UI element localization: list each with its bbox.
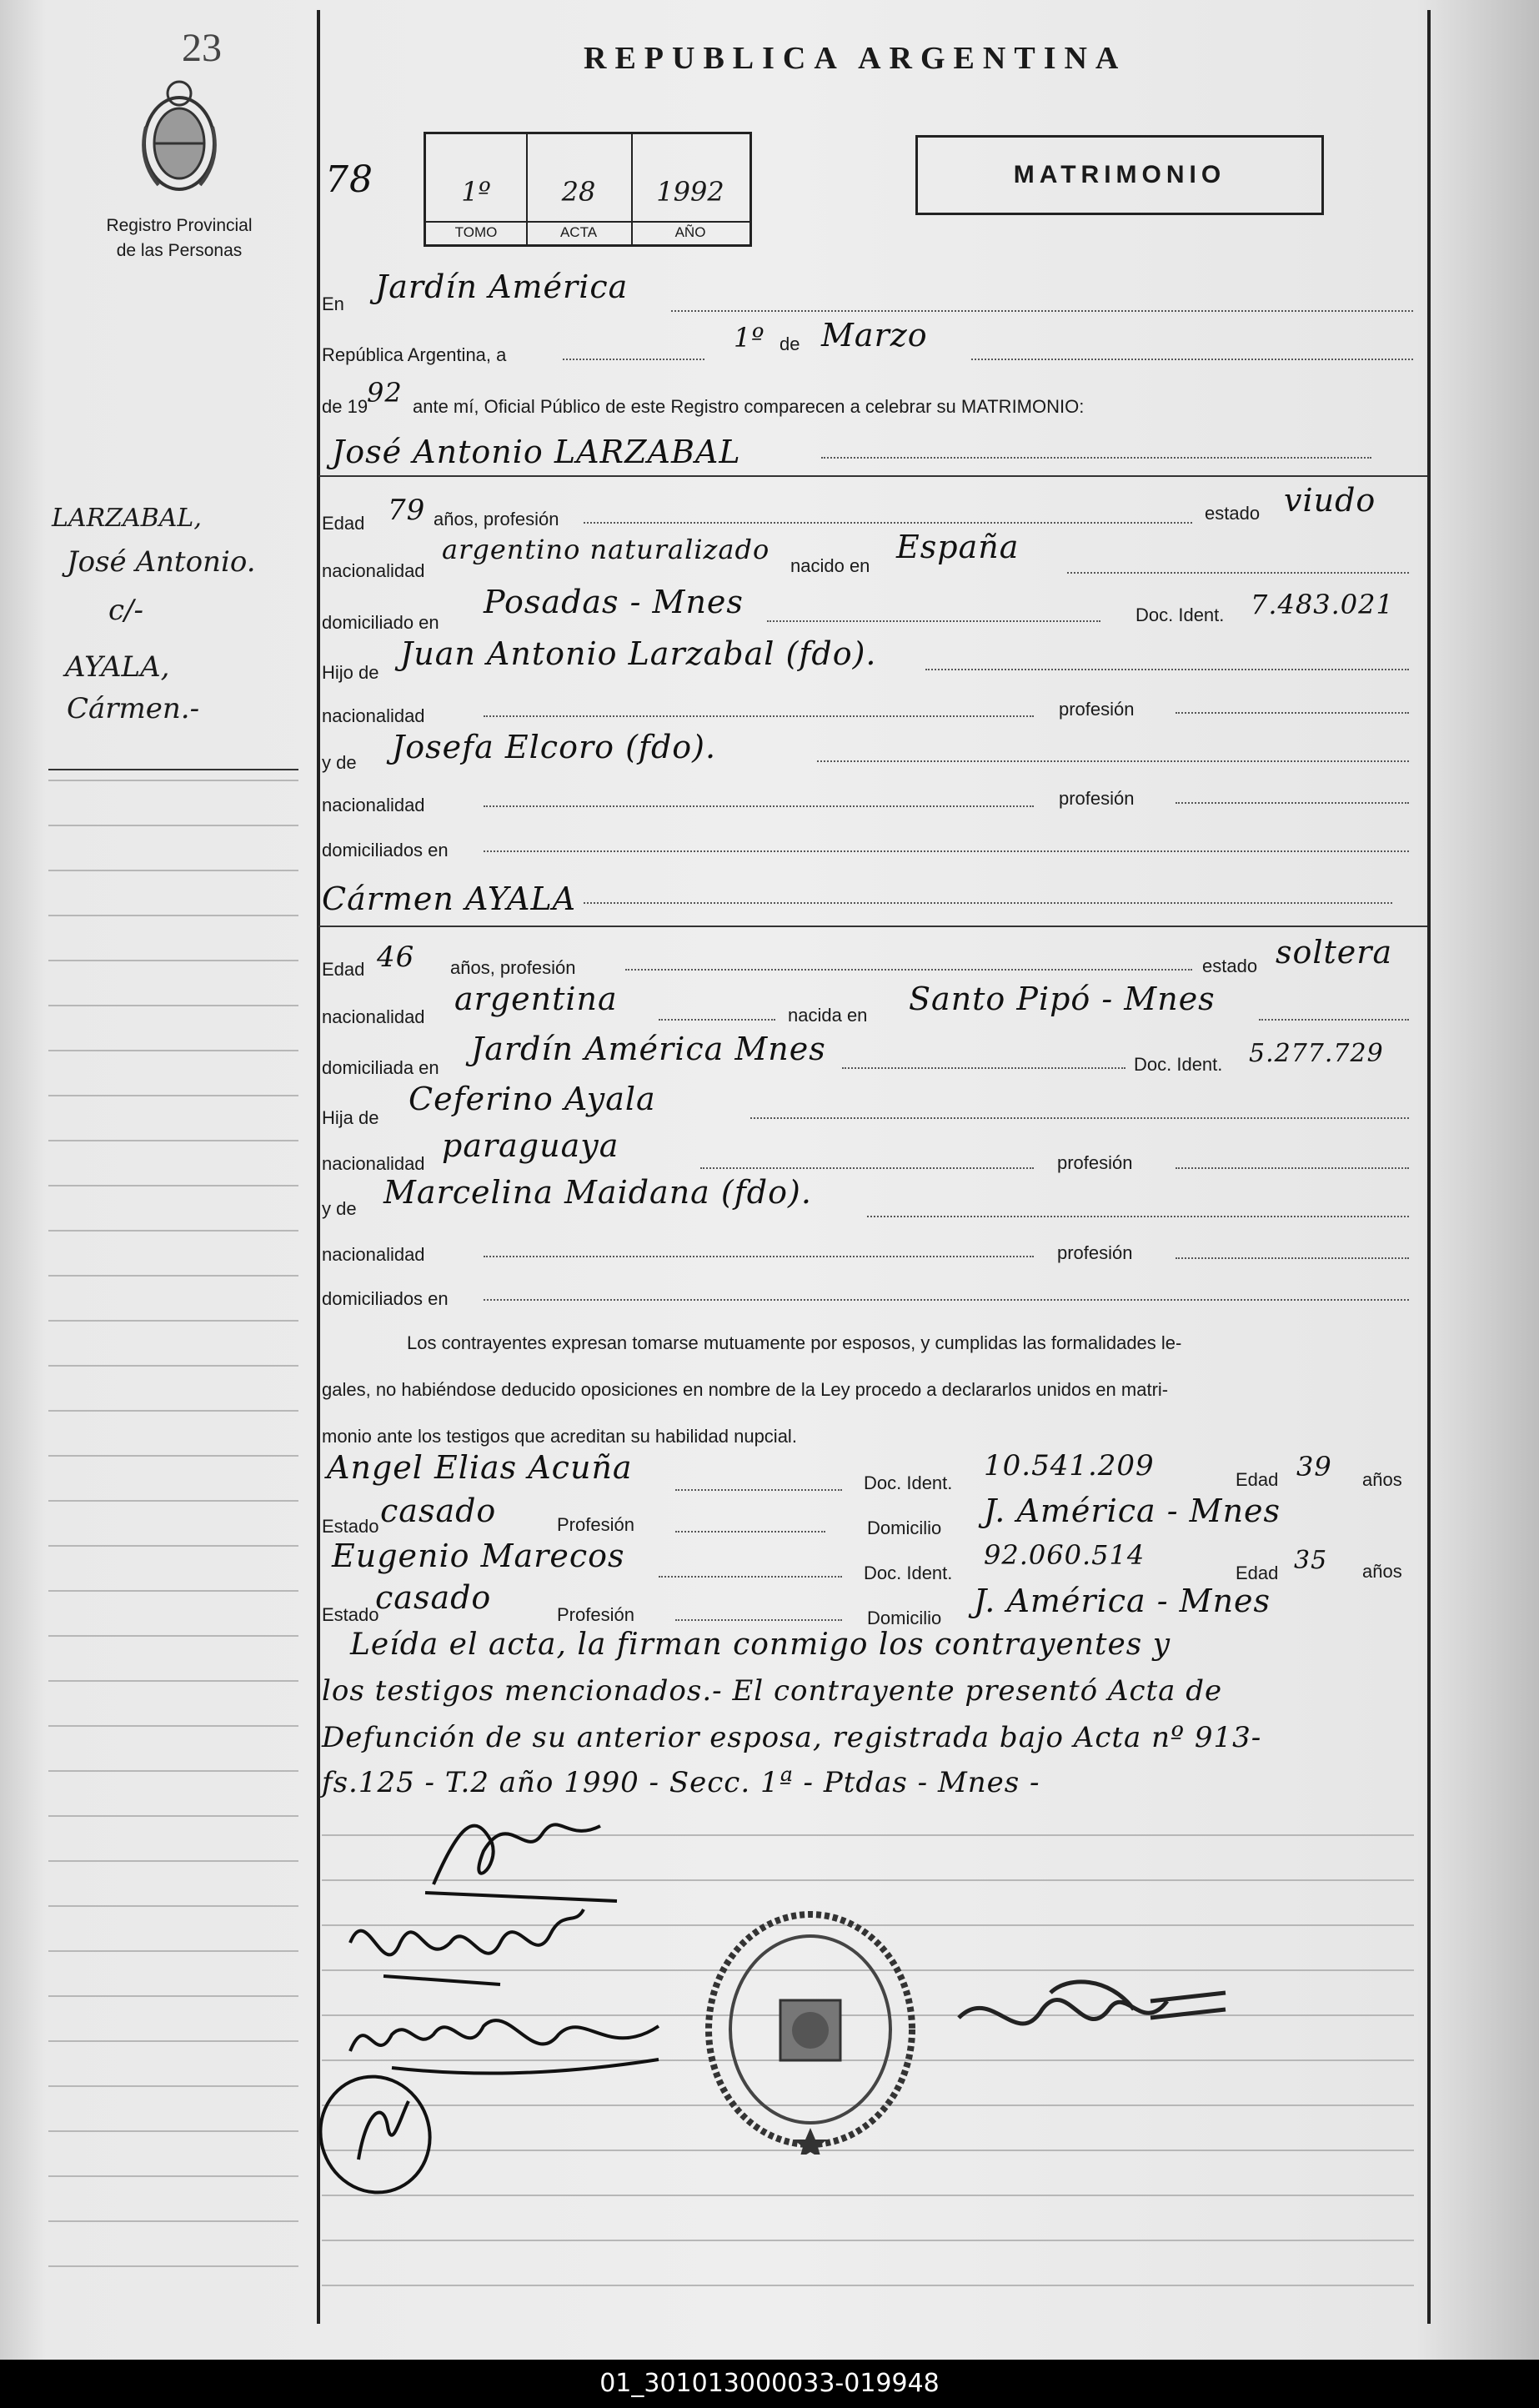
act-type-box: MATRIMONIO	[915, 135, 1324, 215]
signature-groom	[333, 1893, 609, 1993]
witness1-estado: casado	[380, 1492, 497, 1529]
margin-ruled-line	[48, 960, 298, 961]
bride-edad: 46	[377, 941, 415, 974]
anio-cell	[631, 134, 749, 244]
en-label: En	[322, 293, 344, 314]
margin-note-line5: Cármen.-	[67, 692, 200, 725]
groom-madre: Josefa Elcoro (fdo).	[392, 729, 717, 765]
bride-hija-label: Hija de	[322, 1107, 379, 1128]
groom-nacionalidad-label: nacionalidad	[322, 560, 425, 581]
bride-madre: Marcelina Maidana (fdo).	[383, 1174, 812, 1211]
coat-of-arms-icon	[129, 77, 229, 202]
margin-ruled-line	[48, 2130, 298, 2132]
witness1-edad-label: Edad	[1236, 1469, 1279, 1490]
witness1-domicilio-label: Domicilio	[867, 1518, 942, 1538]
margin-ruled-line	[48, 1995, 298, 1997]
margin-ruled-line	[48, 2175, 298, 2177]
body-ruled-line	[322, 2285, 1414, 2286]
margin-note-line2: José Antonio.	[67, 545, 256, 579]
margin-ruled-line	[48, 1815, 298, 1817]
bride-padre-nac-label: nacionalidad	[322, 1153, 425, 1174]
margin-ruled-line	[48, 1095, 298, 1096]
margin-ruled-line	[48, 1590, 298, 1592]
signature-officer-right	[942, 1959, 1242, 2076]
closing-line4: fs.125 - T.2 año 1990 - Secc. 1ª - Ptdas - Mnes -	[322, 1766, 1040, 1799]
file-id-footer: 01_301013000033-019948	[0, 2360, 1539, 2408]
witness2-domicilio-label: Domicilio	[867, 1608, 942, 1628]
groom-doc: 7.483.021	[1251, 589, 1394, 620]
bride-domicilio: Jardín América Mnes	[471, 1031, 826, 1067]
groom-hijo-label: Hijo de	[322, 662, 379, 683]
body-ruled-line	[322, 2240, 1414, 2241]
margin-ruled-line	[48, 1455, 298, 1457]
registry-line-1: Registro Provincial	[106, 216, 253, 235]
margin-ruled-line	[48, 1005, 298, 1006]
groom-anios-profesion-label: años, profesión	[434, 509, 559, 529]
margin-ruled-line	[48, 1860, 298, 1862]
margin-ruled-line	[48, 1050, 298, 1051]
record-box	[424, 132, 752, 247]
witness1-anios-label: años	[1362, 1469, 1402, 1490]
margin-ruled-line	[48, 1230, 298, 1232]
bride-nacida-label: nacida en	[788, 1005, 868, 1026]
anio-label: AÑO	[631, 221, 749, 241]
groom-edad-label: Edad	[322, 513, 365, 534]
witness2-name: Eugenio Marecos	[332, 1538, 625, 1574]
closing-line2: los testigos mencionados.- El contrayente presentó Acta de	[322, 1674, 1223, 1708]
witness1-name: Angel Elias Acuña	[327, 1449, 633, 1486]
bride-padre-nac: paraguaya	[442, 1127, 619, 1164]
bride-madre-prof-label: profesión	[1057, 1242, 1133, 1263]
groom-nacido-label: nacido en	[790, 555, 870, 576]
bride-doc: 5.277.729	[1249, 1039, 1384, 1068]
witness1-doc-label: Doc. Ident.	[864, 1472, 953, 1493]
margin-ruled-line	[48, 1140, 298, 1141]
groom-padre: Juan Antonio Larzabal (fdo).	[400, 635, 877, 672]
witness1-profesion-label: Profesión	[557, 1514, 634, 1535]
margin-mark: 78	[325, 158, 373, 201]
margin-ruled-line	[48, 2220, 298, 2222]
witness1-doc: 10.541.209	[984, 1449, 1155, 1482]
bride-nacionalidad-label: nacionalidad	[322, 1006, 425, 1027]
witness2-edad-label: Edad	[1236, 1563, 1279, 1583]
bride-nacida: Santo Pipó - Mnes	[909, 981, 1216, 1017]
margin-note-line3: c/-	[108, 594, 143, 627]
groom-padre-nac-label: nacionalidad	[322, 705, 425, 726]
acta-value: 28	[561, 176, 596, 208]
tomo-label: TOMO	[426, 221, 526, 241]
republica-label: República Argentina, a	[322, 344, 507, 365]
witness1-estado-label: Estado	[322, 1516, 379, 1537]
signature-official	[400, 1793, 650, 1909]
groom-estado-label: estado	[1205, 503, 1261, 524]
margin-ruled-line	[48, 780, 298, 781]
groom-domicilio: Posadas - Mnes	[484, 584, 744, 620]
margin-ruled-line	[48, 1500, 298, 1502]
bride-name: Cármen AYALA	[322, 880, 577, 917]
margin-ruled-line	[48, 1185, 298, 1186]
signature-bride	[308, 2068, 459, 2201]
page-number: 23	[182, 26, 222, 70]
intro-place: Jardín América	[375, 268, 629, 305]
groom-padre-prof-label: profesión	[1059, 699, 1135, 720]
margin-ruled-line	[48, 1275, 298, 1277]
tomo-cell	[426, 134, 528, 244]
acta-label: ACTA	[526, 221, 631, 241]
margin-ruled-line	[48, 1680, 298, 1682]
oficial-text: ante mí, Oficial Público de este Registro comparecen a celebrar su MATRIMONIO:	[413, 396, 1085, 417]
groom-domiciliados-label: domiciliados en	[322, 840, 449, 860]
declaration-line2: gales, no habiéndose deducido oposiciones en nombre de la Ley procedo a declararlos unidos en matri-	[322, 1379, 1169, 1400]
intro-year: 92	[367, 377, 403, 409]
groom-domiciliado-label: domiciliado en	[322, 612, 439, 633]
groom-madre-prof-label: profesión	[1059, 788, 1135, 809]
bride-doc-label: Doc. Ident.	[1134, 1054, 1223, 1075]
registry-name	[75, 213, 283, 263]
groom-nacido: España	[896, 529, 1020, 565]
witness2-domicilio: J. América - Mnes	[974, 1583, 1271, 1619]
bride-padre-prof-label: profesión	[1057, 1152, 1133, 1173]
official-seal-icon	[699, 1904, 922, 2155]
intro-day: 1º	[734, 322, 765, 354]
declaration-line1: Los contrayentes expresan tomarse mutuamente por esposos, y cumplidas las formalidades le-	[407, 1332, 1182, 1353]
bride-domiciliados-label: domiciliados en	[322, 1288, 449, 1309]
intro-de-label: de	[780, 334, 800, 354]
margin-ruled-line	[48, 1725, 298, 1727]
intro-month: Marzo	[821, 317, 928, 354]
witness2-estado-label: Estado	[322, 1604, 379, 1625]
witness1-domicilio: J. América - Mnes	[984, 1492, 1281, 1529]
country-title: REPUBLICA ARGENTINA	[584, 41, 1127, 76]
margin-ruled-line	[48, 915, 298, 916]
groom-nacionalidad: argentino naturalizado	[442, 534, 770, 565]
witness2-profesion-label: Profesión	[557, 1604, 634, 1625]
margin-divider	[317, 10, 320, 2324]
margin-ruled-line	[48, 2040, 298, 2042]
margin-ruled-line	[48, 1770, 298, 1772]
margin-note-line1: LARZABAL,	[52, 504, 202, 533]
margin-note-line4: AYALA,	[65, 650, 170, 684]
acta-cell	[526, 134, 633, 244]
anio-value: 1992	[656, 176, 724, 208]
groom-madre-nac-label: nacionalidad	[322, 795, 425, 815]
witness1-edad: 39	[1296, 1451, 1332, 1482]
witness2-doc: 92.060.514	[984, 1539, 1145, 1571]
right-border	[1427, 10, 1431, 2324]
margin-ruled-line	[48, 1950, 298, 1952]
margin-ruled-line	[48, 2265, 298, 2267]
body-ruled-line	[322, 2195, 1414, 2196]
margin-ruled-line	[48, 1905, 298, 1907]
witness2-anios-label: años	[1362, 1561, 1402, 1582]
closing-line3: Defunción de su anterior esposa, registrada bajo Acta nº 913-	[322, 1721, 1262, 1754]
witness2-estado: casado	[375, 1579, 492, 1616]
registry-line-2: de las Personas	[116, 241, 243, 260]
groom-estado: viudo	[1284, 482, 1376, 519]
margin-ruled-line	[48, 1635, 298, 1637]
groom-doc-label: Doc. Ident.	[1135, 605, 1225, 625]
closing-line1: Leída el acta, la firman conmigo los contrayentes y	[350, 1628, 1171, 1662]
margin-ruled-line	[48, 1545, 298, 1547]
groom-yde-label: y de	[322, 752, 357, 773]
margin-ruled-line	[48, 1365, 298, 1367]
declaration-line3: monio ante los testigos que acreditan su habilidad nupcial.	[322, 1426, 797, 1447]
margin-ruled-line	[48, 1320, 298, 1322]
margin-ruled-line	[48, 2085, 298, 2087]
margin-ruled-line	[48, 1410, 298, 1412]
witness2-doc-label: Doc. Ident.	[864, 1563, 953, 1583]
bride-domiciliada-label: domiciliada en	[322, 1057, 439, 1078]
bride-yde-label: y de	[322, 1198, 357, 1219]
margin-ruled-line	[48, 870, 298, 871]
margin-separator	[48, 769, 298, 770]
witness2-edad: 35	[1294, 1546, 1328, 1575]
bride-estado: soltera	[1276, 934, 1393, 971]
tomo-value: 1º	[461, 176, 491, 208]
year-prefix: de 19	[322, 396, 368, 417]
margin-ruled-line	[48, 825, 298, 826]
bride-nacionalidad: argentina	[454, 981, 618, 1017]
bride-edad-label: Edad	[322, 959, 365, 980]
groom-edad: 79	[388, 494, 426, 527]
bride-padre: Ceferino Ayala	[409, 1081, 656, 1117]
bride-anios-profesion-label: años, profesión	[450, 957, 576, 978]
groom-name: José Antonio LARZABAL	[332, 434, 741, 470]
bride-estado-label: estado	[1202, 956, 1258, 976]
bride-madre-nac-label: nacionalidad	[322, 1244, 425, 1265]
